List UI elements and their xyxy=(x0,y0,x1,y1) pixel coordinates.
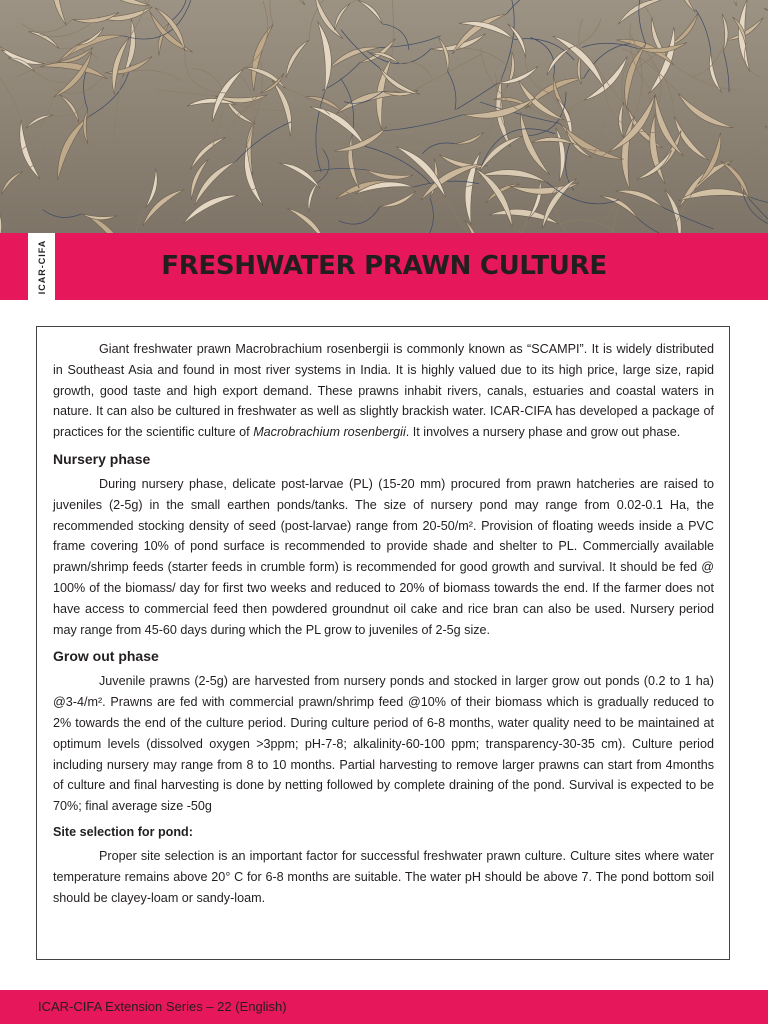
intro-paragraph xyxy=(53,339,714,443)
prawn-photo-illustration xyxy=(0,0,768,233)
intro-text-after: . It involves a nursery phase and grow out phase. xyxy=(405,425,681,440)
prawn-photo xyxy=(0,0,768,233)
page-title: FRESHWATER PRAWN CULTURE xyxy=(161,251,607,281)
footer-text: ICAR-CIFA Extension Series – 22 (English) xyxy=(38,999,287,1014)
side-tag-label: ICAR-CIFA xyxy=(36,239,47,294)
growout-heading: Grow out phase xyxy=(53,648,159,665)
site-paragraph: Proper site selection is an important factor for successful freshwater prawn culture. Culture sites where water temperature remains above 20° C for 6-8 months are suitable. The water pH should be above 7. The pond bottom soil should be clayey-loam or sandy-loam. xyxy=(53,848,714,905)
content-box xyxy=(36,326,730,960)
nursery-paragraph: During nursery phase, delicate post-larvae (PL) (15-20 mm) procured from prawn hatcheries are raised to juveniles (2-5g) in the small earthen ponds/tanks. The size of nursery pond may range from 0.02-0.1 Ha, the recommended stocking density of seed (post-larvae) range from 20-50/m². Provision of floating weeds inside a PVC frame covering 10% of pond surface is recommended to provide shade and shelter to PL. Commercially available prawn/shrimp feeds (starter feeds in crumble form) is recommended for good growth and survival. It should be fed @ 100% of the biomass/ day for first two weeks and reduced to 20% of biomass towards the end. If the farmer does not have access to commercial feed then powdered groundnut oil cake and rice bran can also be used. Nursery period may range from 45-60 days during which the PL grow to juveniles of 2-5g size. xyxy=(53,476,714,637)
species-name: Macrobrachium rosenbergii xyxy=(253,425,406,440)
footer-bar xyxy=(0,990,768,1024)
title-banner xyxy=(0,233,768,300)
nursery-heading: Nursery phase xyxy=(53,450,151,467)
site-heading: Site selection for pond: xyxy=(53,824,193,839)
intro-text-before: Giant freshwater prawn Macrobrachium rosenbergii is commonly known as “SCAMPI”. It is widely distributed in Southeast Asia and found in most river systems in India. It is highly valued due to its high price, large size, rapid growth, good taste and high export demand. These prawns inhabit rivers, canals, estuaries and coastal waters in nature. It can also be cultured in freshwater as well as slightly brackish water. ICAR-CIFA has developed a package of practices for the scientific culture of xyxy=(53,342,714,440)
growout-paragraph: Juvenile prawns (2-5g) are harvested from nursery ponds and stocked in larger grow out ponds (0.2 to 1 ha) @3-4/m². Prawns are fed with commercial prawn/shrimp feed @10% of their biomass which is gradually reduced to 2% towards the end of the culture period. During culture period of 6-8 months, water quality need to be maintained at optimum levels (dissolved oxygen >3ppm; pH-7-8; alkalinity-60-100 ppm; transparency-30-35 cm). Culture period including nursery may range from 8 to 10 months. Partial harvesting to remove larger prawns can start from 4months of culture and final harvesting is done by netting followed by complete draining of the pond. Survival is expected to be 70%; final average size -50g xyxy=(53,674,714,814)
